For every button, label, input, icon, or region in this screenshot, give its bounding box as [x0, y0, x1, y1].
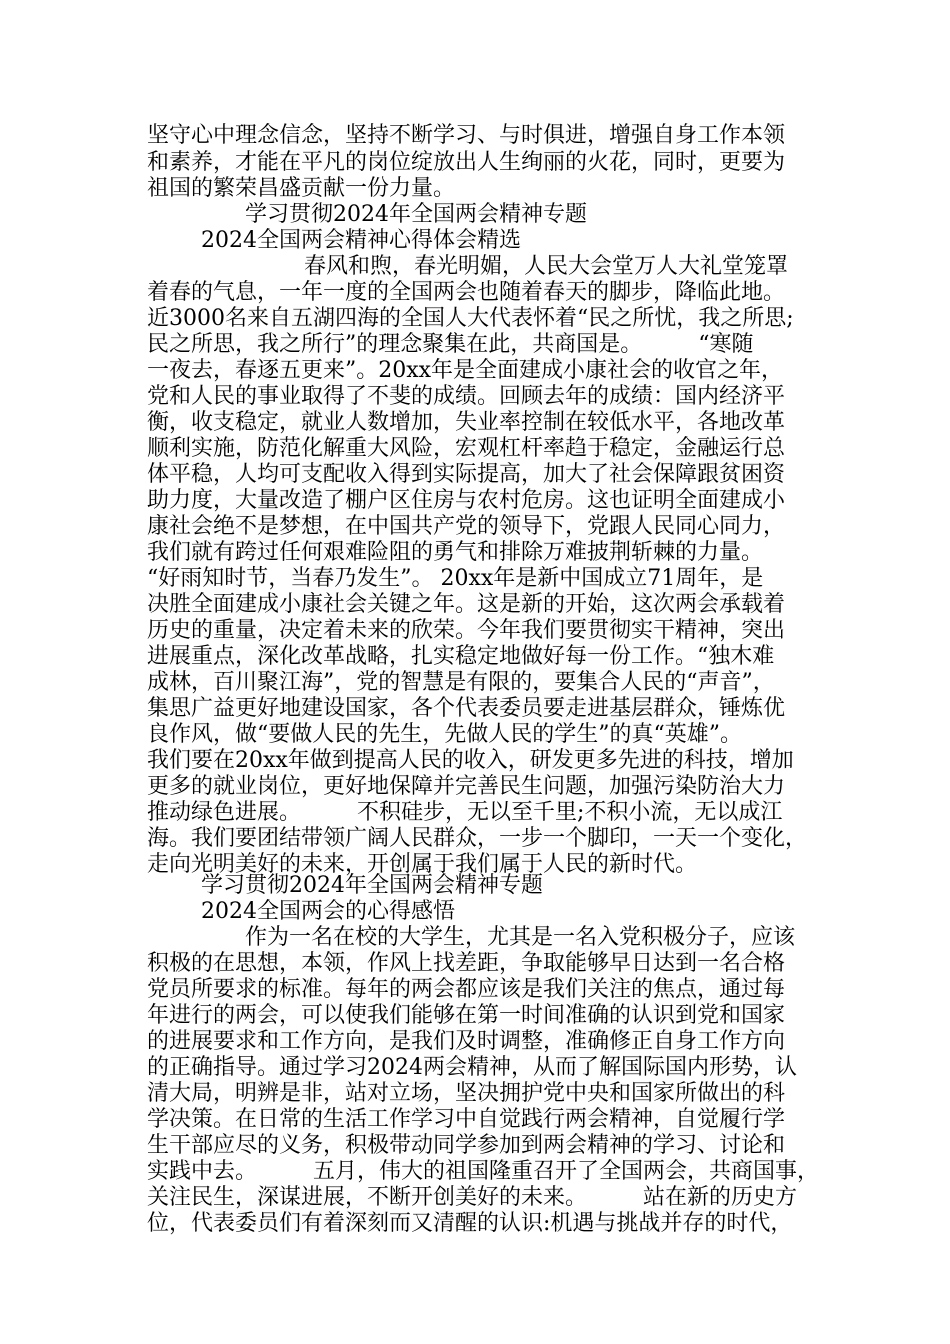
text-line: 更多的就业岗位，更好地保障并完善民生问题，加强污染防治大力: [147, 774, 786, 799]
text-line: 坚守心中理念信念，坚持不断学习、与时俱进，增强自身工作本领: [147, 123, 786, 148]
text-line: 走向光明美好的未来，开创属于我们属于人民的新时代。: [147, 852, 698, 877]
section-heading: 学习贯彻2024年全国两会精神专题: [245, 202, 587, 227]
text-line: 清大局，明辨是非，站对立场，坚决拥护党中央和国家所做出的科: [147, 1081, 786, 1106]
text-line: 近3000名来自五湖四海的全国人大代表怀着“民之所忧，我之所思;: [147, 306, 794, 331]
text-line: 党和人民的事业取得了不斐的成绩。回顾去年的成绩：国内经济平: [147, 384, 786, 409]
text-line: 春风和煦，春光明媚，人民大会堂万人大礼堂笼罩: [304, 254, 789, 279]
text-line: 体平稳，人均可支配收入得到实际提高，加大了社会保障跟贫困资: [147, 462, 786, 487]
text-line: 进展重点，深化改革战略，扎实稳定地做好每一份工作。“独木难: [147, 644, 775, 669]
text-line: 位，代表委员们有着深刻而又清醒的认识:机遇与挑战并存的时代，: [147, 1211, 793, 1236]
text-line: 和素养，才能在平凡的岗位绽放出人生绚丽的火花，同时，更要为: [147, 150, 786, 175]
text-line: 的正确指导。通过学习2024两会精神，从而了解国际国内形势，认: [147, 1055, 797, 1080]
text-line: 成林，百川聚江海”，党的智慧是有限的，要集合人民的“声音”，: [147, 670, 775, 695]
text-line: 顺利实施，防范化解重大风险，宏观杠杆率趋于稳定，金融运行总: [147, 436, 786, 461]
text-line: 党员所要求的标准。每年的两会都应该是我们关注的焦点，通过每: [147, 977, 786, 1002]
text-line: “好雨知时节，当春乃发生”。 20xx年是新中国成立71周年，是: [147, 566, 764, 591]
text-line: 实践中去。 五月，伟大的祖国隆重召开了全国两会，共商国事，: [147, 1159, 819, 1184]
text-line: 集思广益更好地建设国家，各个代表委员要走进基层群众，锤炼优: [147, 696, 786, 721]
text-line: 历史的重量，决定着未来的欣荣。今年我们要贯彻实干精神，突出: [147, 618, 786, 643]
text-line: 关注民生，深谋进展，不断开创美好的未来。 站在新的历史方: [147, 1185, 797, 1210]
text-line: 民之所思，我之所行”的理念聚集在此，共商国是。 “寒随: [147, 332, 754, 357]
text-line: 的进展要求和工作方向，是我们及时调整，准确修正自身工作方向: [147, 1029, 786, 1054]
text-line: 推动绿色进展。 不积硅步，无以至千里;不积小流，无以成江: [147, 800, 783, 825]
text-line: 一夜去，春逐五更来”。20xx年是全面建成小康社会的收官之年，: [147, 358, 784, 383]
text-line: 衡，收支稳定，就业人数增加，失业率控制在较低水平，各地改革: [147, 410, 786, 435]
text-line: 年进行的两会，可以使我们能够在第一时间准确的认识到党和国家: [147, 1003, 786, 1028]
section-subheading: 2024全国两会的心得感悟: [201, 899, 455, 924]
text-line: 作为一名在校的大学生，尤其是一名入党积极分子，应该: [245, 925, 796, 950]
text-line: 我们要在20xx年做到提高人民的收入，研发更多先进的科技，增加: [147, 748, 794, 773]
text-line: 助力度，大量改造了棚户区住房与农村危房。这也证明全面建成小: [147, 488, 786, 513]
text-line: 决胜全面建成小康社会关键之年。这是新的开始，这次两会承载着: [147, 592, 786, 617]
text-line: 积极的在思想，本领，作风上找差距，争取能够早日达到一名合格: [147, 951, 786, 976]
text-line: 我们就有跨过任何艰难险阻的勇气和排除万难披荆斩棘的力量。: [147, 540, 764, 565]
text-line: 海。我们要团结带领广阔人民群众，一步一个脚印，一天一个变化，: [147, 826, 808, 851]
section-heading: 学习贯彻2024年全国两会精神专题: [201, 873, 543, 898]
text-line: 良作风，做“要做人民的先生，先做人民的学生”的真“英雄”。: [147, 722, 742, 747]
text-line: 着春的气息，一年一度的全国两会也随着春天的脚步，降临此地。: [147, 280, 786, 305]
text-line: 生干部应尽的义务，积极带动同学参加到两会精神的学习、讨论和: [147, 1133, 786, 1158]
text-line: 祖国的繁荣昌盛贡献一份力量。: [147, 176, 456, 201]
section-subheading: 2024全国两会精神心得体会精选: [201, 228, 521, 253]
text-line: 康社会绝不是梦想，在中国共产党的领导下，党跟人民同心同力，: [147, 514, 786, 539]
text-line: 学决策。在日常的生活工作学习中自觉践行两会精神，自觉履行学: [147, 1107, 786, 1132]
